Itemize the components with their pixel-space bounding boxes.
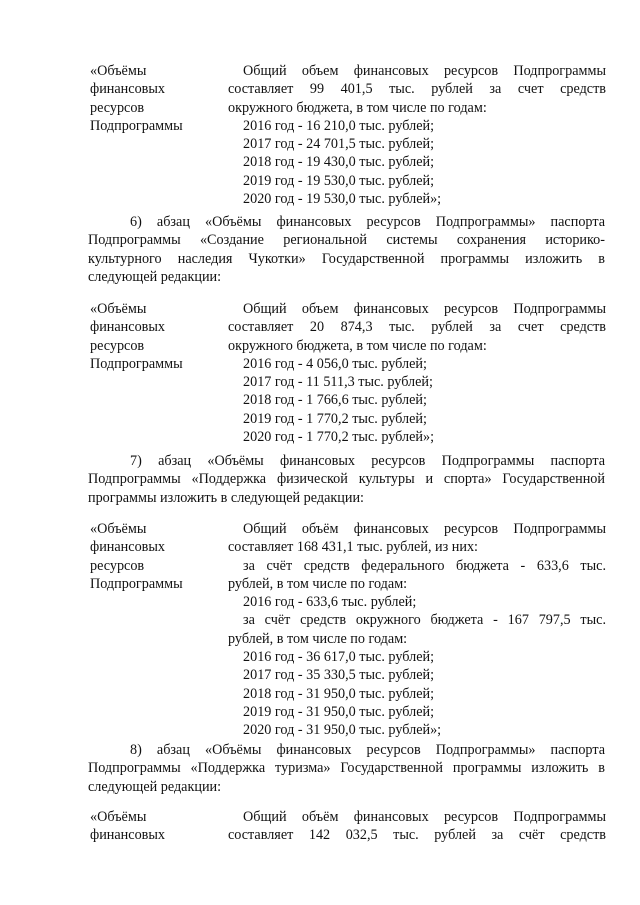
year-line: 2017 год - 24 701,5 тыс. рублей;	[243, 136, 435, 153]
label-line: «Объёмы	[90, 809, 147, 825]
label-line: Подпрограммы	[90, 575, 183, 592]
year-line: 2020 год - 1 770,2 тыс. рублей»;	[243, 429, 435, 446]
year-line: 2018 год - 1 766,6 тыс. рублей;	[243, 392, 427, 409]
paragraph-8	[88, 741, 605, 796]
year-line: 2016 год - 4 056,0 тыс. рублей;	[243, 355, 427, 372]
paragraph-line: Подпрограммы «Поддержка физической культуры и спорта» Государственной	[88, 471, 605, 488]
value-line: составляет 99 401,5 тыс. рублей за счет средств	[228, 81, 606, 98]
year-line: 2019 год - 31 950,0 тыс. рублей;	[243, 703, 435, 720]
label-line: ресурсов	[90, 557, 145, 574]
paragraph-line: следующей редакции:	[88, 268, 222, 285]
row-value	[228, 300, 606, 446]
label-line: «Объёмы	[90, 301, 147, 317]
row-label	[90, 808, 230, 845]
value-line: окружного бюджета, в том числе по годам:	[228, 337, 487, 354]
paragraph-line: 8) абзац «Объёмы финансовых ресурсов Подпрограммы» паспорта	[130, 742, 605, 758]
value-line: составляет 142 032,5 тыс. рублей за счёт средств	[228, 827, 606, 844]
row-label	[90, 62, 230, 135]
value-line: рублей, в том числе по годам:	[228, 630, 408, 647]
year-line: 2017 год - 35 330,5 тыс. рублей;	[243, 667, 435, 684]
paragraph-line: Подпрограммы «Создание региональной системы сохранения историко-	[88, 232, 605, 249]
value-line: за счёт средств окружного бюджета - 167 797,5 тыс.	[243, 612, 606, 629]
year-line: 2018 год - 31 950,0 тыс. рублей;	[243, 685, 435, 702]
paragraph-line: 6) абзац «Объёмы финансовых ресурсов Подпрограммы» паспорта	[130, 214, 605, 230]
row-value	[228, 520, 606, 740]
row-value	[228, 62, 606, 208]
row-value	[228, 808, 606, 845]
value-line: рублей, в том числе по годам:	[228, 575, 408, 592]
paragraph-line: программы изложить в следующей редакции:	[88, 489, 364, 506]
paragraph-line: культурного наследия Чукотки» Государственной программы изложить в	[88, 250, 605, 267]
year-line: 2020 год - 31 950,0 тыс. рублей»;	[243, 722, 442, 739]
paragraph-6	[88, 213, 605, 286]
year-line: 2020 год - 19 530,0 тыс. рублей»;	[243, 191, 442, 208]
value-line: Общий объём финансовых ресурсов Подпрограммы	[243, 809, 606, 825]
paragraph-7	[88, 452, 605, 507]
label-line: «Объёмы	[90, 63, 147, 79]
paragraph-line: 7) абзац «Объёмы финансовых ресурсов Подпрограммы паспорта	[130, 453, 605, 469]
value-line: Общий объём финансовых ресурсов Подпрограммы	[243, 521, 606, 537]
year-line: 2019 год - 1 770,2 тыс. рублей;	[243, 410, 427, 427]
label-line: ресурсов	[90, 99, 145, 116]
label-line: финансовых	[90, 81, 165, 98]
value-line: составляет 20 874,3 тыс. рублей за счет средств	[228, 319, 606, 336]
value-line: составляет 168 431,1 тыс. рублей, из них:	[228, 539, 478, 556]
value-line: за счёт средств федерального бюджета - 633,6 тыс.	[243, 557, 606, 574]
label-line: финансовых	[90, 539, 165, 556]
label-line: «Объёмы	[90, 521, 147, 537]
year-line: 2016 год - 16 210,0 тыс. рублей;	[243, 117, 435, 134]
value-line: Общий объем финансовых ресурсов Подпрограммы	[243, 63, 606, 79]
year-line: 2018 год - 19 430,0 тыс. рублей;	[243, 154, 435, 171]
year-line: 2016 год - 36 617,0 тыс. рублей;	[243, 649, 435, 666]
label-line: ресурсов	[90, 337, 145, 354]
label-line: Подпрограммы	[90, 355, 183, 372]
label-line: финансовых	[90, 827, 165, 844]
year-line: 2019 год - 19 530,0 тыс. рублей;	[243, 172, 435, 189]
label-line: Подпрограммы	[90, 117, 183, 134]
year-line: 2016 год - 633,6 тыс. рублей;	[243, 594, 417, 611]
row-label	[90, 300, 230, 373]
label-line: финансовых	[90, 319, 165, 336]
value-line: Общий объем финансовых ресурсов Подпрограммы	[243, 301, 606, 317]
paragraph-line: следующей редакции:	[88, 778, 222, 795]
year-line: 2017 год - 11 511,3 тыс. рублей;	[243, 374, 433, 391]
value-line: окружного бюджета, в том числе по годам:	[228, 99, 487, 116]
row-label	[90, 520, 230, 593]
paragraph-line: Подпрограммы «Поддержка туризма» Государственной программы изложить в	[88, 760, 605, 777]
